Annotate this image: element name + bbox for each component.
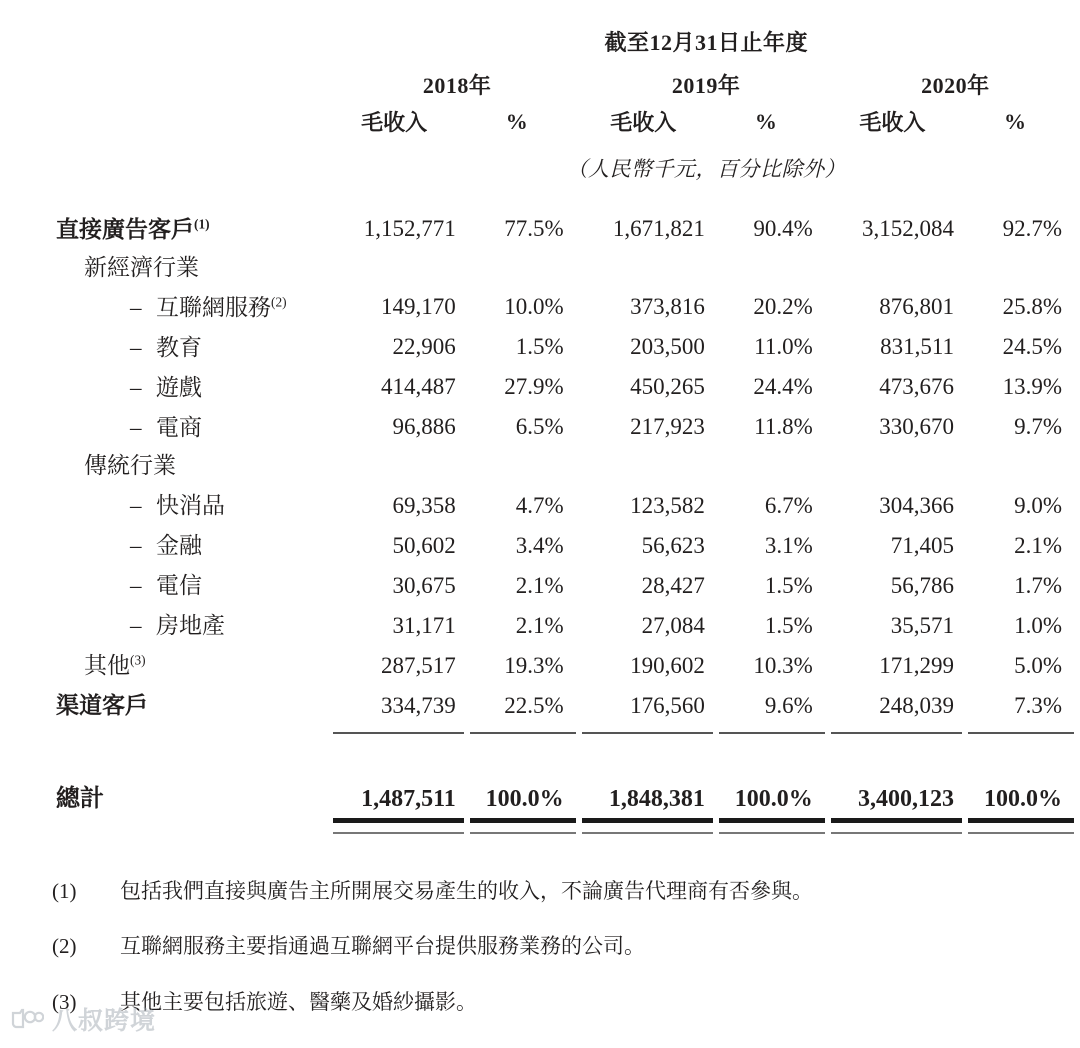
cell-amount: 96,886 xyxy=(392,414,456,440)
cell-amount xyxy=(831,447,968,485)
table-row xyxy=(0,249,1080,287)
row-label xyxy=(0,606,333,646)
dash-marker: – xyxy=(130,613,142,639)
row-label xyxy=(0,209,333,249)
cell-amount xyxy=(582,249,719,287)
total-label-text: 總計 xyxy=(56,786,104,813)
cell-amount: 149,170 xyxy=(381,294,456,320)
cell-percent: 19.3% xyxy=(504,652,564,678)
cell-percent xyxy=(968,447,1080,485)
gap-cell xyxy=(968,740,1080,780)
row-label-text: – 遊戲 xyxy=(130,375,202,400)
subtotal-rule-row xyxy=(0,726,1080,740)
total-cell-percent: 100.0% xyxy=(984,785,1062,812)
cell-amount: 287,517 xyxy=(381,652,456,678)
header-amount-2020: 毛收入 xyxy=(859,110,926,135)
cell-amount: 373,816 xyxy=(630,294,705,320)
row-label xyxy=(0,447,333,485)
cell-amount: 217,923 xyxy=(630,414,705,440)
cell-amount: 27,084 xyxy=(641,612,705,638)
cell-amount: 171,299 xyxy=(879,652,954,678)
row-label-text: 直接廣告客戶$^{(1)}$ xyxy=(56,215,210,242)
column-rule xyxy=(968,726,1080,740)
table-row xyxy=(0,486,1080,526)
cell-percent xyxy=(470,249,582,287)
footnote-marker: (3) xyxy=(130,652,146,668)
table-row xyxy=(0,327,1080,367)
gap-cell xyxy=(0,740,333,780)
total-row xyxy=(0,780,1080,817)
header-year-2018: 2018年 xyxy=(422,73,492,98)
row-label-text: 其他$^{(3)}$ xyxy=(84,652,146,679)
cell-amount xyxy=(333,249,470,287)
row-label-text: 傳統行業 xyxy=(84,453,176,479)
cell-percent xyxy=(470,447,582,485)
cell-amount: 30,675 xyxy=(392,572,456,598)
row-label xyxy=(0,486,333,526)
header-year-2019: 2019年 xyxy=(671,73,741,98)
cell-amount: 876,801 xyxy=(879,294,954,320)
cell-percent xyxy=(968,249,1080,287)
cell-amount: 176,560 xyxy=(630,692,705,718)
column-rule xyxy=(719,726,831,740)
total-cell-percent: 100.0% xyxy=(734,785,813,812)
footnote-item xyxy=(0,933,1080,959)
row-label xyxy=(0,287,333,327)
cell-percent: 1.5% xyxy=(764,572,813,598)
double-rule-label-spacer xyxy=(0,817,333,835)
cell-percent: 5.0% xyxy=(1014,652,1062,678)
row-label xyxy=(0,249,333,287)
cell-percent: 9.6% xyxy=(764,692,813,718)
cell-amount: 69,358 xyxy=(392,492,456,518)
cell-amount: 123,582 xyxy=(630,492,705,518)
column-rule xyxy=(333,726,470,740)
dash-marker: – xyxy=(130,335,142,360)
gap-cell xyxy=(831,740,968,780)
footnote-text: 互聯網服務主要指通過互聯網平台提供服務業務的公司。 xyxy=(120,934,645,959)
cell-percent: 10.0% xyxy=(504,294,564,320)
cell-percent: 24.4% xyxy=(753,374,813,400)
column-rule xyxy=(582,726,719,740)
cell-percent: 27.9% xyxy=(504,374,564,400)
cell-percent: 7.3% xyxy=(1014,692,1062,718)
cell-percent: 92.7% xyxy=(1002,216,1062,241)
column-double-rule xyxy=(968,817,1080,835)
dash-marker: – xyxy=(130,295,142,320)
table-row xyxy=(0,447,1080,485)
watermark-text: 八叔跨境 xyxy=(52,1007,157,1035)
table-row xyxy=(0,686,1080,726)
header-amount-2018: 毛收入 xyxy=(361,110,428,135)
cell-amount: 28,427 xyxy=(641,572,705,598)
cell-percent: 1.5% xyxy=(515,334,564,360)
cell-percent: 2.1% xyxy=(515,572,564,598)
header-period-title: 截至12月31日止年度 xyxy=(604,30,809,55)
row-label xyxy=(0,327,333,367)
header-pct-2019: % xyxy=(754,108,777,134)
cell-percent: 2.1% xyxy=(1014,532,1062,558)
footnote-number: (1) xyxy=(52,879,77,903)
cell-percent: 6.7% xyxy=(764,492,813,518)
cell-amount: 50,602 xyxy=(392,532,456,558)
column-double-rule xyxy=(831,817,968,835)
header-year-row xyxy=(0,63,1080,104)
row-label-text: 新經濟行業 xyxy=(84,255,199,280)
row-label-text: – 互聯網服務$^{(2)}$ xyxy=(130,294,287,320)
table-header xyxy=(0,0,1080,209)
cell-amount xyxy=(582,447,719,485)
table-row xyxy=(0,606,1080,646)
footnote-marker: (1) xyxy=(194,215,210,231)
cell-amount: 35,571 xyxy=(890,612,954,638)
dash-marker: – xyxy=(130,493,142,519)
header-pct-2018: % xyxy=(505,108,528,134)
cell-amount: 56,786 xyxy=(890,572,954,598)
header-subcolumn-row xyxy=(0,104,1080,143)
column-double-rule xyxy=(719,817,831,835)
row-label-text: – 教育 xyxy=(130,335,202,360)
cell-percent xyxy=(719,447,831,485)
footnote-item xyxy=(0,989,1080,1015)
cell-amount: 22,906 xyxy=(392,334,456,360)
cell-percent: 9.0% xyxy=(1014,492,1062,518)
cell-percent: 11.8% xyxy=(754,414,813,440)
cell-percent: 3.1% xyxy=(764,532,813,558)
footnote-item xyxy=(0,878,1080,904)
cell-amount: 31,171 xyxy=(392,612,456,638)
footnotes-list xyxy=(0,878,1080,1044)
cell-amount: 203,500 xyxy=(630,334,705,360)
footnote-number: (2) xyxy=(52,934,77,959)
footnote-number: (3) xyxy=(52,989,77,1014)
table-row xyxy=(0,209,1080,249)
cell-percent: 10.3% xyxy=(753,652,813,678)
dash-marker: – xyxy=(130,415,142,440)
header-unit-row xyxy=(0,143,1080,209)
gap-cell xyxy=(470,740,582,780)
table-row xyxy=(0,646,1080,686)
cell-amount: 304,366 xyxy=(879,492,954,518)
cell-percent: 25.8% xyxy=(1002,294,1062,320)
cell-percent: 9.7% xyxy=(1014,414,1062,440)
cell-percent: 13.9% xyxy=(1002,374,1062,400)
cell-amount: 473,676 xyxy=(879,374,954,400)
header-year-2020: 2020年 xyxy=(921,73,990,98)
total-cell-amount: 3,400,123 xyxy=(858,785,954,812)
cell-percent: 90.4% xyxy=(753,216,813,241)
header-amount-2019: 毛收入 xyxy=(610,110,677,135)
cell-percent: 1.5% xyxy=(764,612,813,638)
row-label-text: – 電信 xyxy=(130,573,202,599)
cell-amount: 71,405 xyxy=(890,532,954,558)
cell-percent: 11.0% xyxy=(754,334,813,360)
cell-percent: 3.4% xyxy=(515,532,564,558)
row-label xyxy=(0,526,333,566)
cell-percent: 22.5% xyxy=(504,692,564,718)
dash-marker: – xyxy=(130,375,142,400)
cell-amount: 248,039 xyxy=(879,692,954,718)
cell-amount: 414,487 xyxy=(381,374,456,400)
footnote-text: 其他主要包括旅遊、醫藥及婚紗攝影。 xyxy=(120,989,477,1014)
cell-percent: 1.7% xyxy=(1014,572,1062,598)
table-row xyxy=(0,287,1080,327)
row-label xyxy=(0,646,333,686)
header-unit-blank xyxy=(0,143,333,209)
cell-amount: 1,671,821 xyxy=(612,216,705,241)
gap-cell xyxy=(582,740,719,780)
header-period-row xyxy=(0,0,1080,63)
row-label-text: – 電商 xyxy=(130,415,202,440)
cell-amount: 56,623 xyxy=(641,532,705,558)
table-row xyxy=(0,367,1080,407)
footnote-text: 包括我們直接與廣告主所開展交易產生的收入，不論廣告代理商有否參與。 xyxy=(120,879,813,903)
cell-amount xyxy=(831,249,968,287)
cell-percent: 4.7% xyxy=(515,492,564,518)
row-label xyxy=(0,407,333,447)
table-row xyxy=(0,526,1080,566)
row-label xyxy=(0,566,333,606)
header-unit-note: （人民幣千元，百分比除外） xyxy=(566,157,846,181)
row-label-text: 渠道客戶 xyxy=(56,693,148,719)
dash-marker: – xyxy=(130,573,142,599)
row-label-text: – 房地產 xyxy=(130,613,225,639)
cell-amount: 3,152,084 xyxy=(862,216,954,241)
cell-percent: 20.2% xyxy=(753,294,813,320)
cell-amount: 190,602 xyxy=(630,652,705,678)
cell-amount: 1,152,771 xyxy=(363,216,456,241)
table-row xyxy=(0,566,1080,606)
footnote-marker: (2) xyxy=(271,294,287,310)
total-label xyxy=(0,780,333,817)
cell-amount: 334,739 xyxy=(381,692,456,718)
total-cell-amount: 1,487,511 xyxy=(361,785,456,812)
cell-percent: 77.5% xyxy=(504,216,564,241)
column-double-rule xyxy=(333,817,470,835)
cell-amount: 450,265 xyxy=(630,374,705,400)
cell-percent xyxy=(719,249,831,287)
rule-label-spacer xyxy=(0,726,333,740)
header-corner-blank xyxy=(0,0,333,63)
gap-cell xyxy=(719,740,831,780)
cell-percent: 2.1% xyxy=(515,612,564,638)
header-year-blank xyxy=(0,63,333,104)
cell-percent: 24.5% xyxy=(1002,334,1062,360)
row-label-text: – 快消品 xyxy=(130,493,225,519)
row-label xyxy=(0,686,333,726)
column-rule xyxy=(470,726,582,740)
gap-cell xyxy=(333,740,470,780)
cell-amount: 831,511 xyxy=(880,334,954,360)
total-cell-percent: 100.0% xyxy=(485,785,564,812)
table-row xyxy=(0,407,1080,447)
cell-percent: 6.5% xyxy=(515,414,564,440)
total-gap-row xyxy=(0,740,1080,780)
row-label-text: – 金融 xyxy=(130,533,202,559)
header-pct-2020: % xyxy=(1004,108,1026,134)
total-cell-amount: 1,848,381 xyxy=(608,785,705,812)
cell-percent: 1.0% xyxy=(1014,612,1062,638)
total-double-rule-row xyxy=(0,817,1080,835)
cell-amount xyxy=(333,447,470,485)
row-label xyxy=(0,367,333,407)
column-double-rule xyxy=(582,817,719,835)
header-sub-blank xyxy=(0,104,333,143)
column-rule xyxy=(831,726,968,740)
table-body xyxy=(0,209,1080,835)
dash-marker: – xyxy=(130,533,142,559)
column-double-rule xyxy=(470,817,582,835)
cell-amount: 330,670 xyxy=(879,414,954,440)
